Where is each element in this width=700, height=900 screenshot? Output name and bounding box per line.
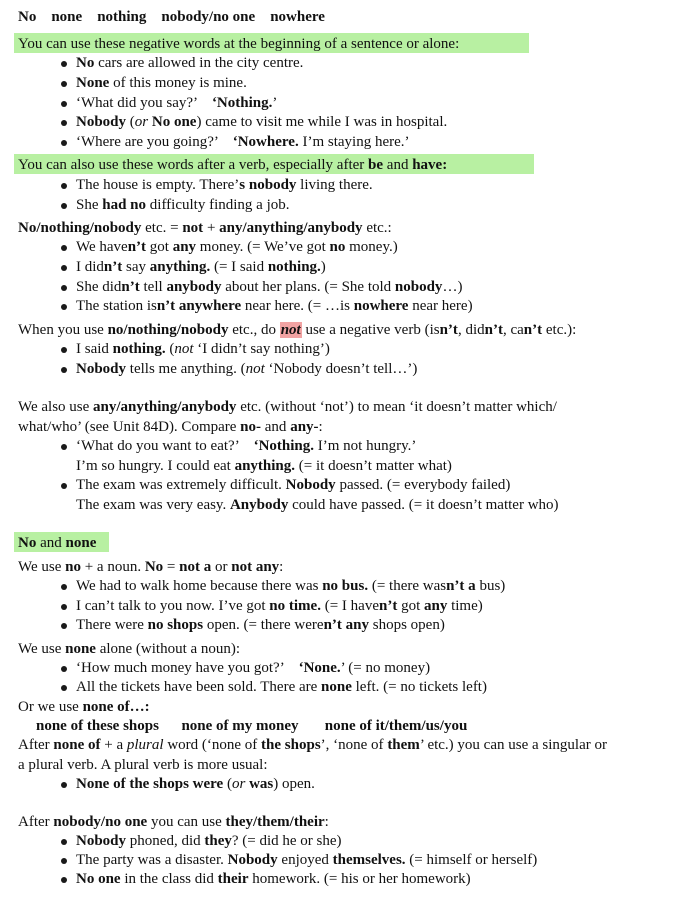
- italic-text: not: [245, 361, 265, 377]
- bold-text: no time.: [269, 598, 321, 614]
- bold-text: Nobody: [227, 852, 278, 868]
- bold-text: any: [172, 239, 197, 255]
- bullet-icon: [61, 367, 67, 373]
- bold-text: s nobody: [239, 177, 297, 193]
- text-span: I’m staying here.’: [298, 134, 410, 150]
- example-line: [76, 296, 473, 316]
- bold-text: nobody/no one: [161, 9, 256, 25]
- bold-text: none of: [53, 737, 101, 753]
- text-span: When you use: [18, 322, 108, 338]
- text-span: homework. (= his or her homework): [248, 871, 471, 887]
- text-span: ‘Where are you going?’: [76, 134, 233, 150]
- text-span: [255, 9, 270, 25]
- bold-text: n’t: [439, 322, 458, 338]
- bold-text: n’t: [103, 259, 123, 275]
- example-line: [76, 850, 537, 870]
- example-line: [76, 596, 483, 616]
- text-span: what/who’ (see Unit 84D). Compare: [18, 419, 241, 435]
- text-span: word (‘none of: [163, 737, 262, 753]
- bullet-icon: [61, 877, 67, 883]
- example-line: [76, 277, 462, 297]
- text-span: She did: [76, 279, 122, 295]
- bold-text: None: [76, 75, 110, 91]
- text-span: The exam was very easy.: [76, 497, 230, 513]
- text-span: [159, 718, 182, 734]
- text-span: +: [203, 220, 220, 236]
- bullet-icon: [61, 347, 67, 353]
- text-span: :: [279, 559, 284, 575]
- example-line: [76, 677, 487, 697]
- bullet-icon: [61, 858, 67, 864]
- bold-text: nobody/no one: [53, 814, 148, 830]
- bold-text: not any: [231, 559, 280, 575]
- bold-text: was: [249, 776, 274, 792]
- text-span: , ca: [502, 322, 524, 338]
- bold-text: not a: [179, 559, 212, 575]
- text-span: The party was a disaster.: [76, 852, 228, 868]
- bullet-icon: [61, 839, 67, 845]
- text-span: ): [320, 259, 326, 275]
- bold-text: n’t: [484, 322, 503, 338]
- text-span: of this money is mine.: [109, 75, 247, 91]
- bold-text: any/anything/anybody: [219, 220, 363, 236]
- text-span: (: [126, 114, 135, 130]
- highlighted-not: not: [280, 322, 301, 338]
- example-line: [76, 53, 303, 73]
- text-span: ) came to visit me while I was in hospital.: [196, 114, 448, 130]
- example-continuation: [76, 495, 559, 515]
- bullet-icon: [61, 483, 67, 489]
- bold-text: No one: [76, 871, 121, 887]
- bold-text: none of…:: [82, 699, 150, 715]
- bullet-icon: [61, 604, 67, 610]
- italic-text: not: [174, 341, 194, 357]
- text-span: (: [165, 341, 175, 357]
- text-span: The station is: [76, 298, 157, 314]
- italic-text: plural: [126, 737, 164, 753]
- text-span: (= it doesn’t matter what): [295, 458, 452, 474]
- section-heading: [18, 533, 96, 553]
- bullet-icon: [61, 140, 67, 146]
- bullet-icon: [61, 285, 67, 291]
- bold-text: none of my money: [181, 718, 299, 734]
- text-span: tell: [139, 279, 167, 295]
- text-span: ‘Nobody doesn’t tell…’): [264, 361, 418, 377]
- text-span: got: [146, 239, 173, 255]
- text-span: You can also use these words after a verb, especially after: [18, 157, 369, 173]
- text-span: tells me anything. (: [126, 361, 246, 377]
- example-line: [76, 132, 410, 152]
- bold-text: No: [144, 559, 164, 575]
- bold-text: nothing.: [112, 341, 166, 357]
- bold-text: nothing: [97, 9, 147, 25]
- bold-text: none: [51, 9, 83, 25]
- bold-text: anything.: [149, 259, 211, 275]
- italic-text: or: [134, 114, 149, 130]
- text-span: After: [18, 737, 54, 753]
- example-line: [76, 112, 447, 132]
- example-line: [76, 73, 247, 93]
- text-span: you can use: [147, 814, 226, 830]
- rule-line: [18, 397, 557, 417]
- example-line: [76, 831, 342, 851]
- text-span: + a: [100, 737, 127, 753]
- bold-text: the shops: [261, 737, 321, 753]
- bullet-icon: [61, 203, 67, 209]
- text-span: in the class did: [120, 871, 218, 887]
- bold-text: none: [321, 679, 352, 695]
- text-span: [82, 9, 97, 25]
- text-span: [299, 718, 325, 734]
- title: [18, 7, 325, 27]
- section-heading: [18, 34, 459, 54]
- text-span: We also use: [18, 399, 94, 415]
- bold-text: Nobody: [76, 361, 127, 377]
- text-span: There were: [76, 617, 148, 633]
- bold-text: nowhere: [353, 298, 409, 314]
- bold-text: No: [18, 535, 37, 551]
- text-span: enjoyed: [277, 852, 333, 868]
- bold-text: no bus.: [322, 578, 369, 594]
- bold-text: ‘Nowhere.: [232, 134, 299, 150]
- bold-text: none: [65, 641, 96, 657]
- text-span: near here): [408, 298, 473, 314]
- rule-line: [18, 218, 392, 238]
- text-span: After: [18, 814, 54, 830]
- example-line: [76, 359, 417, 379]
- text-span: …): [442, 279, 463, 295]
- bold-text: Nobody: [285, 477, 336, 493]
- bold-text: Nobody: [76, 114, 127, 130]
- bullet-icon: [61, 245, 67, 251]
- bullet-icon: [61, 584, 67, 590]
- example-line: [76, 774, 315, 794]
- text-span: :: [318, 419, 323, 435]
- example-line: [76, 869, 471, 889]
- text-span: All the tickets have been sold. There are: [76, 679, 322, 695]
- italic-text: or: [231, 776, 246, 792]
- example-line: [76, 237, 398, 257]
- text-span: I said: [76, 341, 113, 357]
- bold-text: any/anything/anybody: [93, 399, 237, 415]
- bold-text: Anybody: [229, 497, 289, 513]
- bold-text: ‘None.: [298, 660, 341, 676]
- text-span: [146, 9, 161, 25]
- text-span: I can’t talk to you now. I’ve got: [76, 598, 270, 614]
- rule-line: [18, 812, 329, 832]
- bold-text: ‘Nothing.: [211, 95, 273, 111]
- text-span: I’m not hungry.’: [314, 438, 417, 454]
- text-span: ’, ‘none of: [320, 737, 388, 753]
- text-span: money.): [345, 239, 398, 255]
- text-span: money. (= We’ve got: [196, 239, 330, 255]
- bold-text: them: [387, 737, 420, 753]
- bold-text: n’t any: [323, 617, 369, 633]
- bullet-icon: [61, 623, 67, 629]
- bullet-icon: [61, 61, 67, 67]
- text-span: ‘How much money have you got?’: [76, 660, 299, 676]
- rule-line: [18, 697, 150, 717]
- text-span: I’m so hungry. I could eat: [76, 458, 235, 474]
- text-span: We have: [76, 239, 128, 255]
- text-span: time): [447, 598, 483, 614]
- text-span: We use: [18, 641, 66, 657]
- text-span: or: [211, 559, 232, 575]
- text-span: etc. (without ‘not’) to mean ‘it doesn’t matter which/: [236, 399, 557, 415]
- example-line: [76, 475, 510, 495]
- text-span: Or we use: [18, 699, 83, 715]
- bold-text: None of the shops were: [76, 776, 224, 792]
- text-span: (= I have: [320, 598, 379, 614]
- text-span: + a noun.: [80, 559, 145, 575]
- text-span: (: [223, 776, 232, 792]
- example-line: [76, 175, 373, 195]
- text-span: could have passed. (= it doesn’t matter who): [288, 497, 559, 513]
- text-span: difficulty finding a job.: [146, 197, 290, 213]
- bold-text: No: [76, 55, 95, 71]
- text-span: shops open): [369, 617, 445, 633]
- text-span: say: [122, 259, 150, 275]
- bold-text: no: [65, 559, 81, 575]
- rule-line: [18, 557, 283, 577]
- bold-text: none: [65, 535, 97, 551]
- bold-text: nothing.: [267, 259, 321, 275]
- bullet-icon: [61, 81, 67, 87]
- rule-line: [18, 417, 323, 437]
- text-span: and: [261, 419, 291, 435]
- bold-text: their: [217, 871, 249, 887]
- bold-text: none of these shops: [36, 718, 159, 734]
- text-span: left. (= no tickets left): [351, 679, 487, 695]
- text-span: alone (without a noun):: [95, 641, 241, 657]
- text-span: near here. (= …is: [241, 298, 354, 314]
- bold-text: no-: [240, 419, 262, 435]
- bullet-icon: [61, 183, 67, 189]
- bullet-icon: [61, 101, 67, 107]
- bold-text: be: [368, 157, 384, 173]
- text-span: and: [36, 535, 66, 551]
- section-heading: [18, 155, 447, 175]
- rule-line: [18, 639, 240, 659]
- bold-text: had no: [102, 197, 147, 213]
- example-line: [76, 436, 416, 456]
- text-span: She: [76, 197, 103, 213]
- text-span: ) open.: [273, 776, 315, 792]
- text-span: cars are allowed in the city centre.: [94, 55, 304, 71]
- text-span: got: [397, 598, 424, 614]
- text-span: ‘I didn’t say nothing’): [193, 341, 330, 357]
- text-span: bus): [475, 578, 506, 594]
- bold-text: n’t: [523, 322, 543, 338]
- bold-text: none of it/them/us/you: [324, 718, 468, 734]
- text-span: ’ (= no money): [340, 660, 431, 676]
- bullet-icon: [61, 666, 67, 672]
- bold-text: nowhere: [270, 9, 325, 25]
- bold-text: Nobody: [76, 833, 127, 849]
- text-span: about her plans. (= She told: [221, 279, 395, 295]
- text-span: etc.:: [362, 220, 392, 236]
- example-line: [76, 658, 430, 678]
- text-span: We had to walk home because there was: [76, 578, 323, 594]
- text-span: We use: [18, 559, 66, 575]
- bold-text: have:: [412, 157, 448, 173]
- text-span: :: [324, 814, 329, 830]
- bold-text: n’t: [127, 239, 147, 255]
- bold-text: n’t: [121, 279, 140, 295]
- bold-text: any: [424, 598, 448, 614]
- text-span: ’: [272, 95, 278, 111]
- bold-text: nobody: [394, 279, 443, 295]
- bold-text: No: [18, 9, 37, 25]
- text-span: (= I said: [210, 259, 268, 275]
- text-span: open. (= there were: [203, 617, 324, 633]
- bold-text: not: [182, 220, 204, 236]
- phrase-list: [36, 716, 467, 736]
- bold-text: any-: [290, 419, 319, 435]
- bold-text: anybody: [166, 279, 222, 295]
- example-line: [76, 195, 289, 215]
- bullet-icon: [61, 304, 67, 310]
- bullet-icon: [61, 265, 67, 271]
- example-line: [76, 339, 330, 359]
- bold-text: no: [329, 239, 346, 255]
- bold-text: n’t: [378, 598, 398, 614]
- bold-text: n’t a: [446, 578, 476, 594]
- bold-text: No one: [151, 114, 197, 130]
- bold-text: themselves.: [332, 852, 406, 868]
- bold-text: No/nothing/nobody: [18, 220, 142, 236]
- text-span: =: [163, 559, 180, 575]
- bullet-icon: [61, 782, 67, 788]
- text-span: phoned, did: [126, 833, 205, 849]
- text-span: ‘What did you say?’: [76, 95, 212, 111]
- text-span: etc., do: [228, 322, 280, 338]
- rule-line: [18, 755, 268, 775]
- text-span: ‘What do you want to eat?’: [76, 438, 254, 454]
- text-span: ? (= did he or she): [231, 833, 342, 849]
- text-span: (= there was: [368, 578, 447, 594]
- text-span: I did: [76, 259, 104, 275]
- text-span: The exam was extremely difficult.: [76, 477, 286, 493]
- example-line: [76, 257, 326, 277]
- text-span: etc. =: [141, 220, 183, 236]
- text-span: passed. (= everybody failed): [335, 477, 511, 493]
- bold-text: no shops: [147, 617, 204, 633]
- example-line: [76, 615, 445, 635]
- bold-text: they/them/their: [225, 814, 325, 830]
- example-line: [76, 576, 505, 596]
- text-span: , did: [457, 322, 485, 338]
- rule-line: [18, 320, 576, 340]
- text-span: living there.: [296, 177, 373, 193]
- bold-text: no/nothing/nobody: [107, 322, 229, 338]
- text-span: The house is empty. There’: [76, 177, 240, 193]
- bold-text: anything.: [234, 458, 296, 474]
- rule-line: [18, 735, 607, 755]
- bold-text: they: [204, 833, 232, 849]
- text-span: (= himself or herself): [405, 852, 538, 868]
- bullet-icon: [61, 120, 67, 126]
- text-span: and: [383, 157, 413, 173]
- bullet-icon: [61, 444, 67, 450]
- text-span: use a negative verb (is: [301, 322, 440, 338]
- text-span: You can use these negative words at the beginning of a sentence or alone:: [18, 36, 460, 52]
- text-span: ’ etc.) you can use a singular or: [419, 737, 607, 753]
- example-continuation: [76, 456, 452, 476]
- text-span: a plural verb. A plural verb is more usual:: [18, 757, 268, 773]
- bullet-icon: [61, 685, 67, 691]
- bold-text: ‘Nothing.: [253, 438, 315, 454]
- text-span: [36, 9, 51, 25]
- example-line: [76, 93, 277, 113]
- bold-text: n’t anywhere: [156, 298, 242, 314]
- text-span: etc.):: [542, 322, 577, 338]
